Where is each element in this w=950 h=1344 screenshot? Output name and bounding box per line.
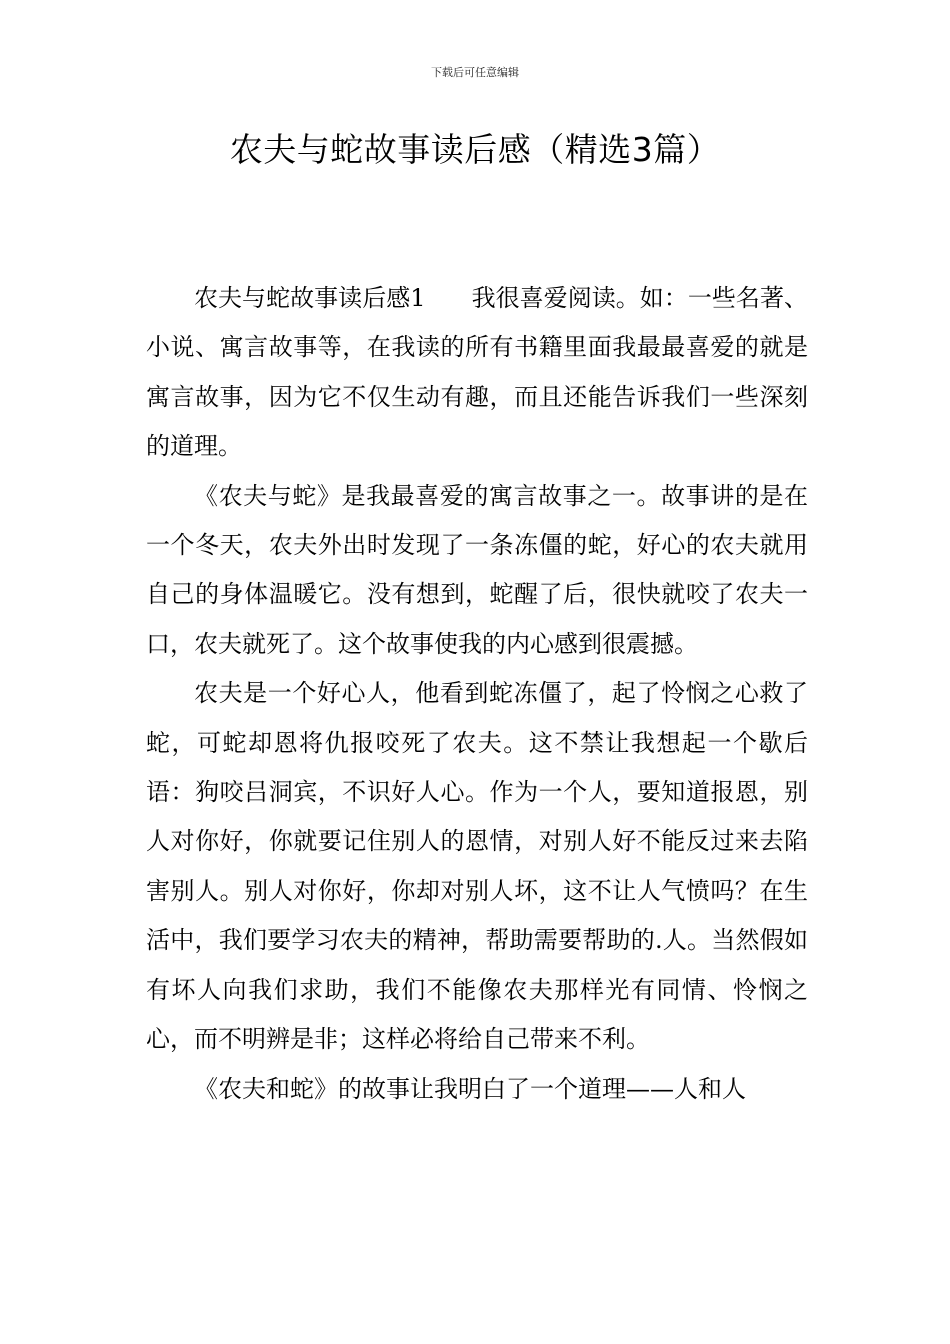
header-note: 下载后可任意编辑 (431, 66, 519, 79)
section-heading: 农夫与蛇故事读后感1 (194, 284, 426, 312)
paragraph-4: 《农夫和蛇》的故事让我明白了一个道理——人和人 (194, 1074, 746, 1103)
paragraph-2: 《农夫与蛇》是我最喜爱的寓言故事之一。故事讲的是在一个冬天，农夫外出时发现了一条冻僵的蛇，好心的农夫就用自己的身体温暖它。没有想到，蛇醒了后，很快就咬了农夫一口，农夫就死了。这个故事使我的内心感到很震撼。 (146, 481, 808, 658)
document-title: 农夫与蛇故事读后感（精选3篇） (229, 130, 721, 169)
document-body (146, 274, 808, 1114)
paragraph-3: 农夫是一个好心人，他看到蛇冻僵了，起了怜悯之心救了蛇，可蛇却恩将仇报咬死了农夫。这不禁让我想起一个歇后语：狗咬吕洞宾，不识好人心。作为一个人，要知道报恩，别人对你好，你就要记住别人的恩情，对别人好不能反过来去陷害别人。别人对你好，你却对别人坏，这不让人气愤吗？在生活中，我们要学习农夫的精神，帮助需要帮助的.人。当然假如有坏人向我们求助，我们不能像农夫那样光有同情、怜悯之心，而不明辨是非；这样必将给自己带来不利。 (146, 679, 808, 1054)
paragraph-1 (146, 274, 808, 472)
paragraph-1-text: 我很喜爱阅读。如：一些名著、小说、寓言故事等，在我读的所有书籍里面我最最喜爱的就是寓言故事，因为它不仅生动有趣，而且还能告诉我们一些深刻的道理。 (146, 284, 808, 461)
